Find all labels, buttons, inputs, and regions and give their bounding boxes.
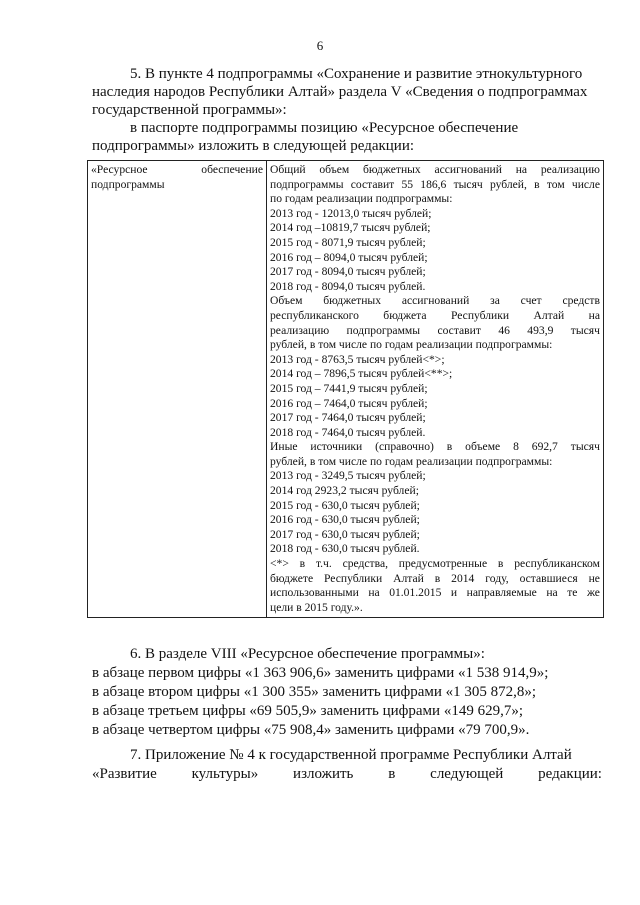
word: 8 [513,440,519,454]
word: же [586,586,600,600]
word: бюджетных [323,294,382,308]
funding-line: 2013 год - 12013,0 тысяч рублей; [270,206,432,220]
word: Алтай [533,308,565,322]
word: составит [437,323,481,337]
word: 692,7 [531,440,558,454]
word: на [515,163,528,176]
funding-line [270,178,600,193]
funding-line: 2014 год – 7896,5 тысяч рублей<**>; [270,367,453,381]
word: использованными [270,586,359,600]
funding-line: 2013 год - 8763,5 тысяч рублей<*>; [270,352,445,366]
word: обеспечение [201,163,263,176]
section-6 [92,645,602,740]
section-6-heading: 6. В разделе VIII «Ресурсное обеспечение программы»: [130,646,485,662]
position-label-line [91,163,263,178]
word: позицию [300,120,358,136]
word: <*> [270,557,289,571]
word: Иные [270,440,298,454]
word: числе [571,177,600,191]
word: тысяч [453,177,483,191]
funding-line: 2018 год - 630,0 тысяч рублей. [270,542,420,556]
word: Республики [324,571,383,585]
word: счет [520,294,542,308]
word: не [588,571,600,585]
section-6-item: в абзаце первом цифры «1 363 906,6» заменить цифрами «1 538 914,9»; [92,665,549,681]
funding-line [270,557,600,572]
funding-line [270,440,600,455]
word: предусмотренные [398,557,488,571]
word: изложить [293,766,354,782]
word: редакции: [538,766,602,782]
word: тысяч [570,440,600,454]
word: направляемые [466,586,537,600]
word: (справочно) [375,440,434,454]
intro-line: наследия народов Республики Алтай» раздела V «Сведения о подпрограммах [92,84,588,100]
word: подпрограммы [201,120,298,136]
funding-line [270,294,600,309]
funding-line: 2017 год - 630,0 тысяч рублей; [270,527,420,541]
word: тысяч [570,323,600,337]
funding-line: 2017 год - 7464,0 тысяч рублей; [270,411,426,425]
word: в [497,557,504,571]
page-number: 6 [316,38,324,53]
word: бюджета [383,308,427,322]
word: ассигнований [434,163,502,176]
word: обеспечение [438,120,519,136]
word: том [546,177,565,191]
section-7-line: 7. Приложение № 4 к государственной программе Республики Алтай [130,747,572,763]
funding-line: 2018 год - 7464,0 тысяч рублей. [270,425,426,439]
funding-line: 2017 год - 8094,0 тысяч рублей; [270,265,426,279]
word: источники [310,440,363,454]
funding-line [270,572,600,587]
section-7-justified-line [92,765,602,784]
word: Объем [270,294,303,308]
word: на [546,586,558,600]
word: на [588,308,600,322]
funding-line: 2015 год - 8071,9 тысяч рублей; [270,235,426,249]
section-6-item: в абзаце втором цифры «1 300 355» заменить цифрами «1 305 872,8»; [92,684,537,700]
word: бюджетных [363,163,421,176]
word: в [299,557,306,571]
word: реализацию [270,323,330,337]
word: те [567,586,578,600]
word: культуры» [191,766,259,782]
funding-line [270,309,600,324]
word: и [450,586,458,600]
word: средства, [342,557,388,571]
word: за [490,294,500,308]
word: т.ч. [315,557,332,571]
word: реализацию [540,163,600,176]
funding-line: рублей, в том числе по годам реализации подпрограммы: [270,454,553,468]
funding-line [270,163,600,178]
word: следующей [430,766,504,782]
funding-line: 2016 год – 7464,0 тысяч рублей; [270,396,428,410]
funding-line: по годам реализации подпрограммы: [270,192,453,206]
word: «Ресурсное [91,163,148,176]
word: рублей, [489,177,527,191]
word: 01.01.2015 [389,586,442,600]
resource-table [87,160,604,618]
funding-line: 2013 год - 3249,5 тысяч рублей; [270,469,426,483]
word: 186,6 [420,177,447,191]
word: объеме [465,440,501,454]
funding-line: 2016 год – 8094,0 тысяч рублей; [270,250,428,264]
funding-line: рублей, в том числе по годам реализации подпрограммы: [270,338,553,352]
funding-line: 2015 год – 7441,9 тысяч рублей; [270,381,428,395]
word: Алтай [393,571,424,585]
word: республиканского [270,308,359,322]
word: составит [350,177,395,191]
funding-line: цели в 2015 году.». [270,600,363,614]
section-6-item: в абзаце третьем цифры «69 505,9» заменить цифрами «149 629,7»; [92,703,523,719]
section-6-item: в абзаце четвертом цифры «75 908,4» заменить цифрами «79 700,9». [92,722,530,738]
funding-line: 2018 год - 8094,0 тысяч рублей. [270,279,426,293]
table-row [88,161,604,618]
word: паспорте [140,120,199,136]
word: «Развитие [92,766,157,782]
word: в [446,440,453,454]
funding-line: 2016 год - 630,0 тысяч рублей; [270,513,420,527]
position-cell [88,161,267,618]
position-label-line: подпрограммы [91,177,165,191]
word: объем [319,163,350,176]
word: 55 [401,177,414,191]
word: 2014 [451,571,475,585]
word: 493,9 [527,323,554,337]
section-7 [92,746,602,784]
funding-cell [267,161,604,618]
word: в [388,766,396,782]
word: бюджете [270,571,314,585]
intro-paragraph [92,65,594,155]
word: средств [562,294,600,308]
word: ассигнований [401,294,470,308]
funding-line [270,586,600,601]
word: подпрограммы [270,177,344,191]
funding-line: 2014 год 2923,2 тысяч рублей; [270,484,419,498]
word: подпрограммы [346,323,421,337]
word: в [130,120,138,136]
funding-line [270,324,600,339]
word: на [368,586,380,600]
funding-line: 2015 год - 630,0 тысяч рублей; [270,498,420,512]
word: оставшиеся [519,571,578,585]
funding-line: 2014 год –10819,7 тысяч рублей; [270,221,431,235]
word: Общий [270,163,306,176]
word: Республики [450,308,510,322]
intro-line: 5. В пункте 4 подпрограммы «Сохранение и развитие этнокультурного [130,66,583,82]
word: году, [485,571,509,585]
word: в [534,177,540,191]
word: 46 [498,323,510,337]
word: республиканском [514,557,600,571]
intro-justified-line [92,119,594,137]
word: в [434,571,441,585]
intro-line: государственной программы»: [92,102,287,118]
intro-line: подпрограммы» изложить в следующей редакции: [92,138,415,154]
word: «Ресурсное [361,120,435,136]
